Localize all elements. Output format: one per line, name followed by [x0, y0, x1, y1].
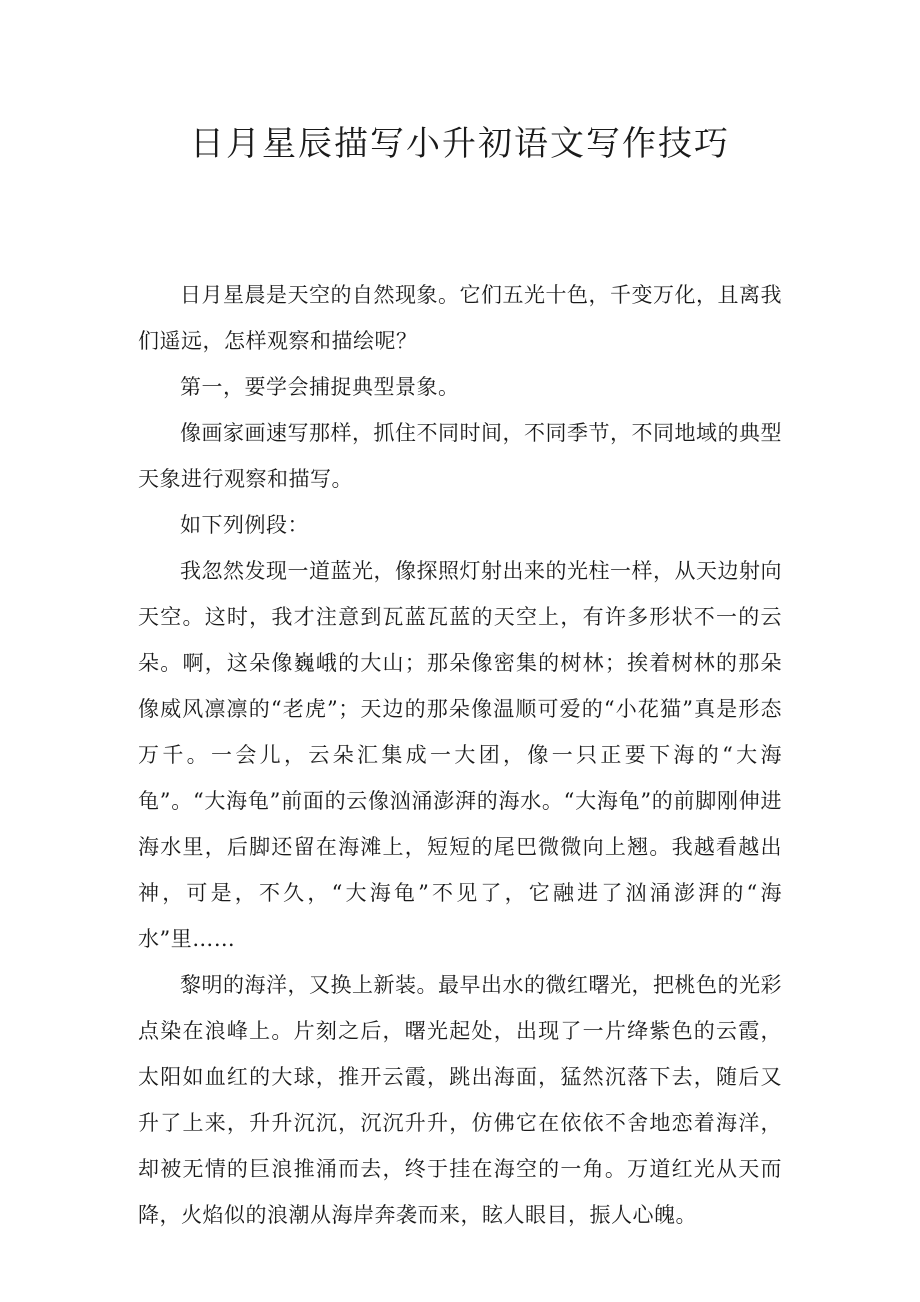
paragraph-example-sunrise: 黎明的海洋，又换上新装。最早出水的微红曙光，把桃色的光彩点染在浪峰上。片刻之后，曙光起处，出现了一片绛紫色的云霞，太阳如血红的大球，推开云霞，跳出海面，猛然沉落下去，随后又升了上来，升升沉沉，沉沉升升，仿佛它在依依不舍地恋着海洋，却被无情的巨浪推涌而去，终于挂在海空的一角。万道红光从天而降，火焰似的浪潮从海岸奔袭而来，眩人眼目，振人心魄。 [138, 973, 782, 1227]
paragraph-example-clouds: 我忽然发现一道蓝光，像探照灯射出来的光柱一样，从天边射向天空。这时，我才注意到瓦蓝瓦蓝的天空上，有许多形状不一的云朵。啊，这朵像巍峨的大山；那朵像密集的树林；挨着树林的那朵像威风凛凛的“老虎”；天边的那朵像温顺可爱的“小花猫”真是形态万千。一会儿，云朵汇集成一大团，像一只正要下海的“大海龟”。“大海龟”前面的云像汹涌澎湃的海水。“大海龟”的前脚刚伸进海水里，后脚还留在海滩上，短短的尾巴微微向上翘。我越看越出神，可是，不久，“大海龟”不见了，它融进了汹涌澎湃的“海水”里…… [138, 559, 782, 951]
document-body [138, 272, 782, 1238]
paragraph-method: 像画家画速写那样，抓住不同时间，不同季节，不同地域的典型天象进行观察和描写。 [138, 421, 782, 491]
paragraph-intro: 日月星晨是天空的自然现象。它们五光十色，千变万化，且离我们遥远，怎样观察和描绘呢？ [138, 283, 782, 353]
document-title: 日月星辰描写小升初语文写作技巧 [190, 124, 730, 164]
paragraph-point-one: 第一，要学会捕捉典型景象。 [180, 375, 460, 399]
paragraph-example-intro: 如下列例段： [180, 513, 309, 537]
